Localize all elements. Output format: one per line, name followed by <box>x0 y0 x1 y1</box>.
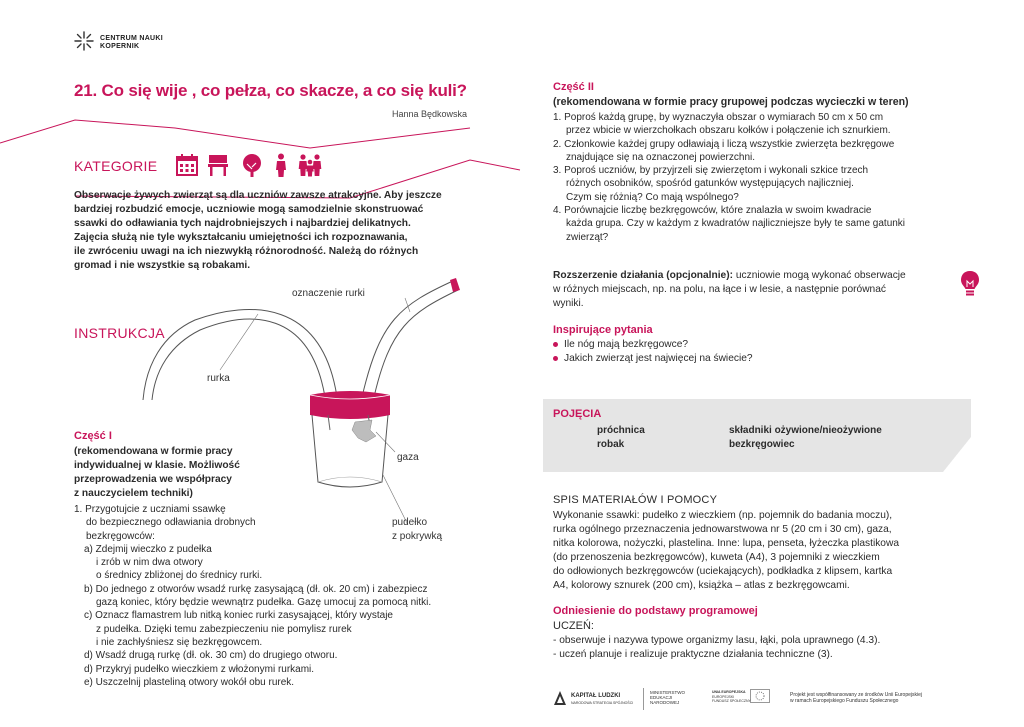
box-lid <box>310 391 390 419</box>
question-item: Jakich zwierząt jest najwięcej na świecie? <box>553 352 753 366</box>
instrukcja-heading: INSTRUKCJA <box>74 325 165 341</box>
intro-line: ile zwróceniu uwagi na ich niezwykłą różnorodność. Należą do różnych <box>74 246 419 257</box>
kapital-ludzki-sub: NARODOWA STRATEGIA SPÓJNOŚCI <box>571 701 634 705</box>
curriculum-list <box>553 634 880 662</box>
label-tube: rurka <box>207 373 230 384</box>
logo-star-icon <box>73 30 95 52</box>
single-person-icon <box>274 153 288 177</box>
classroom-desk-icon <box>207 153 229 177</box>
extension-text-2: w różnych miejscach, np. na polu, na łące i w lesie, a następnie porównać <box>553 284 886 295</box>
pojecia-col-2 <box>729 424 882 452</box>
intro-line: gromad i nie wszystkie są robakami. <box>74 260 251 271</box>
efs-line: FUNDUSZ SPOŁECZNY <box>712 699 751 703</box>
term: robak <box>597 439 625 450</box>
step-line: różnych osobników, spośród gatunków występujących najliczniej. <box>566 178 854 190</box>
label-box-line: pudełko <box>392 517 428 528</box>
step-line: o średnicy zbliżonej do średnicy rurki. <box>96 570 263 582</box>
label-box-line: z pokrywką <box>392 531 443 542</box>
bullet-icon <box>553 342 558 347</box>
category-icons <box>176 153 326 179</box>
intro-line: Zajęcia służą nie tyle wykształcaniu umiejętności ich rozpoznawania, <box>74 232 408 243</box>
extension-label: Rozszerzenie działania (opcjonalnie): <box>553 270 734 281</box>
logo-line-1: CENTRUM NAUKI <box>100 35 164 42</box>
intro-line: Obserwacje żywych zwierząt są dla uczniów zawsze atrakcyjne. Aby jeszcze <box>74 190 442 201</box>
group-icon <box>298 153 322 177</box>
author: Hanna Będkowska <box>392 109 468 119</box>
step-line: 2. Członkowie każdej grupy odławiają i liczą wszystkie zwierzęta bezkręgowe <box>553 138 895 150</box>
kapital-ludzki-label: KAPITAŁ LUDZKI <box>571 693 621 699</box>
step-line: każda grupa. Czy w każdym z kwadratów najliczniejsze były te same gatunki <box>566 218 906 230</box>
calendar-icon <box>176 153 198 177</box>
step-line: Czym się różnią? Co mają wspólnego? <box>566 191 739 203</box>
materials-line: rurka ogólnego przeznaczenia jednowarstwowa nr 5 (20 cm i 30 cm), gaza, <box>553 524 892 535</box>
term: próchnica <box>597 425 645 436</box>
part2-subtitle: (rekomendowana w formie pracy grupowej podczas wycieczki w teren) <box>553 96 909 108</box>
kategorie-heading: KATEGORIE <box>74 158 158 174</box>
curriculum-line: - obserwuje i nazywa typowe organizmy lasu, łąki, pola uprawnego (4.3). <box>553 635 881 646</box>
part1-subtitle <box>74 445 240 501</box>
step-line: 4. Porównajcie liczbę bezkręgowców, które znalazła w swoim kwadracie <box>553 205 872 217</box>
questions-list <box>553 338 753 366</box>
intro-paragraph <box>74 189 494 273</box>
part1-subtitle-line: przeprowadzenia we współpracy <box>74 474 232 485</box>
project-line: w ramach Europejskiego Funduszu Społecznego <box>790 698 899 704</box>
curriculum-sublabel: UCZEŃ: <box>553 620 594 632</box>
gauze-piece <box>352 420 376 442</box>
step-line: e) Uszczelnij plasteliną otwory wokół obu rurek. <box>84 676 295 688</box>
materials-line: A4, kolorowy sznurek (200 cm), książka – atlas z bezkręgowcami. <box>553 580 850 591</box>
materials-heading: SPIS MATERIAŁÓW I POMOCY <box>553 494 718 506</box>
step-line: 3. Poproś uczniów, by przyjrzeli się zwierzętom i wykonali szkice trzech <box>553 165 869 177</box>
extension-text-1: uczniowie mogą wykonać obserwacje <box>733 270 906 281</box>
questions-heading: Inspirujące pytania <box>553 324 653 336</box>
project-line: Projekt jest współfinansowany ze środków Unii Europejskiej <box>790 692 923 698</box>
part1-subtitle-line: (rekomendowana w formie pracy <box>74 446 233 457</box>
step-line: b) Do jednego z otworów wsadź rurkę zasysającą (dł. ok. 20 cm) i zabezpiecz <box>84 583 428 595</box>
part1-heading: Część I <box>74 430 112 442</box>
curriculum-heading: Odniesienie do podstawy programowej <box>553 605 758 617</box>
step-line: d) Przykryj pudełko wieczkiem z włożonymi rurkami. <box>84 663 315 675</box>
pojecia-col-1 <box>597 424 645 452</box>
extension-text-3: wyniki. <box>553 298 584 309</box>
tube-left-inner <box>143 309 337 400</box>
step-line: a) Zdejmij wieczko z pudełka <box>84 543 212 555</box>
step-line: i nie zachłyśniesz się bezkręgowcem. <box>96 636 263 648</box>
logo <box>73 30 164 57</box>
ministry-line: MINISTERSTWO <box>650 690 685 695</box>
bullet-icon <box>553 356 558 361</box>
logo-line-2: KOPERNIK <box>100 43 140 50</box>
tube-left-outer <box>152 319 325 400</box>
part1-steps <box>74 503 431 689</box>
project-note <box>790 692 922 704</box>
efs-line: EUROPEJSKI <box>712 694 735 699</box>
extension-block <box>553 269 906 311</box>
efs-line: UNIA EUROPEJSKA <box>712 690 746 694</box>
part2-heading: Część II <box>553 81 594 93</box>
label-tube-marker: oznaczenie rurki <box>292 288 365 299</box>
step-line: zwierząt? <box>566 231 609 243</box>
materials-text <box>553 509 899 593</box>
step-line: i zrób w nim dwa otwory <box>96 557 203 569</box>
step-line: z pudełka. Dzięki temu zabezpieczeniu nie pomylisz rurek <box>96 623 352 635</box>
lightbulb-icon <box>960 270 980 298</box>
curriculum-line: - uczeń planuje i realizuje praktyczne działania techniczne (3). <box>553 649 833 660</box>
step-line: przez wbicie w wierzchołkach obszaru kołków i połączenie ich sznurkiem. <box>566 125 891 137</box>
step-line: bezkręgowców: <box>86 530 155 542</box>
ministry-line: NARODOWEJ <box>650 700 680 705</box>
question-item: Ile nóg mają bezkręgowce? <box>553 338 753 352</box>
footer-logos <box>553 688 983 718</box>
tube-right-inner <box>374 290 458 397</box>
term: bezkręgowiec <box>729 439 795 450</box>
materials-line: Wykonanie ssawki: pudełko z wieczkiem (np. pojemnik do badania moczu), <box>553 510 893 521</box>
step-line: c) Oznacz flamastrem lub nitką koniec rurki zasysającej, który wystaje <box>84 610 393 622</box>
tree-icon <box>240 153 264 177</box>
part1-subtitle-line: indywidualnej w klasie. Możliwość <box>74 460 240 471</box>
kapital-ludzki-icon <box>553 690 567 706</box>
materials-line: (do przenoszenia bezkręgowców), kuweta (A4), 3 pojemniki z wieczkiem <box>553 552 880 563</box>
tube-right-outer <box>362 280 455 397</box>
box-container <box>312 415 388 487</box>
tube-marker <box>450 278 460 292</box>
part1-subtitle-line: z nauczycielem techniki) <box>74 488 193 499</box>
page-title: 21. Co się wije , co pełza, co skacze, a co się kuli? <box>74 81 467 100</box>
step-line: d) Wsadź drugą rurkę (dł. ok. 30 cm) do drugiego otworu. <box>84 650 338 662</box>
pojecia-heading: POJĘCIA <box>553 408 602 420</box>
intro-line: ssawki do odławiania tych najdrobniejszych i najbardziej delikatnych. <box>74 218 411 229</box>
ministry-line: EDUKACJI <box>650 695 673 700</box>
step-line: gazą koniec, który będzie wewnątrz pudełka. Gazę umocuj za pomocą nitki. <box>96 597 432 609</box>
step-line: znajdujące się na oznaczonej powierzchni. <box>566 151 756 163</box>
step-line: 1. Poproś każdą grupę, by wyznaczyła obszar o wymiarach 50 cm x 50 cm <box>553 112 884 123</box>
materials-line: nitka kolorowa, nożyczki, plastelina. Inne: lupa, penseta, łyżeczka plastikowa <box>553 538 899 549</box>
intro-line: bardziej rozbudzić emocje, uczniowie mogą samodzielnie skonstruować <box>74 204 424 215</box>
materials-line: do odłowionych bezkręgowców (uciekających), podkładka z klipsem, kartka <box>553 566 893 577</box>
term: składniki ożywione/nieożywione <box>729 425 882 436</box>
label-gauze: gaza <box>397 452 419 463</box>
ministry-label <box>650 690 685 705</box>
efs-label <box>712 690 751 704</box>
step-line: 1. Przygotujcie z uczniami ssawkę <box>74 504 226 515</box>
eu-flag-icon <box>750 689 770 703</box>
part2-steps <box>553 111 905 244</box>
step-line: do bezpiecznego odławiania drobnych <box>86 517 256 529</box>
